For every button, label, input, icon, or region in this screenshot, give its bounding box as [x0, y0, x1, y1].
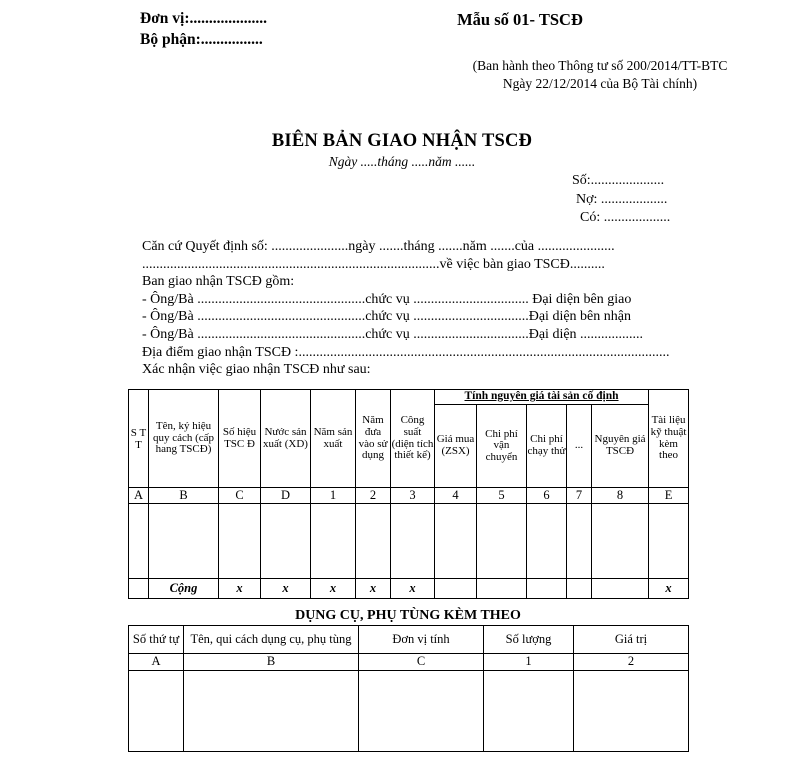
tools-header-cell-name: Tên, qui cách dụng cụ, phụ tùng — [184, 626, 359, 654]
total-cell-8 — [592, 579, 649, 599]
data-cell[interactable] — [311, 504, 356, 579]
tools-code-cell-b: B — [184, 654, 359, 671]
header-cell-tech-docs: Tài liệu kỹ thuật kèm theo — [649, 390, 689, 488]
code-cell-8: 8 — [592, 488, 649, 504]
total-cell-stt — [129, 579, 149, 599]
data-cell[interactable] — [649, 504, 689, 579]
tools-data-cell[interactable] — [484, 671, 574, 752]
code-cell-c: C — [219, 488, 261, 504]
tools-header-cell-value: Giá trị — [574, 626, 689, 654]
total-cell-2: x — [356, 579, 391, 599]
data-cell[interactable] — [129, 504, 149, 579]
page-title: BIÊN BẢN GIAO NHẬN TSCĐ — [271, 131, 533, 151]
tools-code-cell-2: 2 — [574, 654, 689, 671]
issue-note-line-1: (Ban hành theo Thông tư số 200/2014/TT-BTC — [472, 58, 728, 73]
body-line-decision: Căn cứ Quyết định số: ......................ngày .......tháng .......năm .......của ...................... — [142, 239, 615, 254]
header-cell-stt — [129, 390, 149, 488]
table-header-row-group — [129, 390, 689, 405]
data-cell[interactable] — [149, 504, 219, 579]
body-text-block — [142, 238, 687, 379]
header-cell-original-cost-group: Tính nguyên giá tài sản cố định — [435, 390, 649, 405]
total-cell-e: x — [649, 579, 689, 599]
tools-code-cell-a: A — [129, 654, 184, 671]
header-cell-asset-code: Số hiệu TSC Đ — [219, 390, 261, 488]
tools-header-cell-order: Số thứ tự — [129, 626, 184, 654]
table-total-row — [129, 579, 689, 599]
data-cell[interactable] — [567, 504, 592, 579]
total-cell-7 — [567, 579, 592, 599]
reference-no: Nợ: ................... — [576, 191, 668, 207]
header-cell-country: Nước sản xuất (XD) — [261, 390, 311, 488]
code-cell-e: E — [649, 488, 689, 504]
table-row[interactable] — [129, 504, 689, 579]
tools-table-caption: DỤNG CỤ, PHỤ TÙNG KÈM THEO — [295, 608, 521, 623]
reference-co: Có: ................... — [580, 210, 671, 225]
issue-note-line-2: Ngày 22/12/2014 của Bộ Tài chính) — [502, 76, 698, 91]
header-cell-capacity: Công suất (diện tích thiết kế) — [391, 390, 435, 488]
tools-table-row[interactable] — [129, 671, 689, 752]
tools-data-cell[interactable] — [359, 671, 484, 752]
unit-info-block — [140, 8, 267, 50]
total-cell-4 — [435, 579, 477, 599]
data-cell[interactable] — [435, 504, 477, 579]
tools-code-cell-1: 1 — [484, 654, 574, 671]
code-cell-d: D — [261, 488, 311, 504]
code-cell-3: 3 — [391, 488, 435, 504]
code-cell-5: 5 — [477, 488, 527, 504]
header-cell-trial-run-cost: Chi phí chạy thử — [527, 405, 567, 488]
header-cell-purchase-price: Giá mua (ZSX) — [435, 405, 477, 488]
body-line-representative: - Ông/Bà ................................................chức vụ .................................Đại diện .................. — [142, 326, 644, 342]
data-cell[interactable] — [527, 504, 567, 579]
data-cell[interactable] — [356, 504, 391, 579]
tools-data-cell[interactable] — [184, 671, 359, 752]
data-cell[interactable] — [391, 504, 435, 579]
reference-block — [572, 172, 670, 228]
code-cell-1: 1 — [311, 488, 356, 504]
header-cell-year-in-use: Năm đưa vào sử dụng — [356, 390, 391, 488]
body-line-receiver: - Ông/Bà ................................................chức vụ .................................Đại diện bên nhận — [142, 309, 631, 325]
total-cell-3: x — [391, 579, 435, 599]
data-cell[interactable] — [219, 504, 261, 579]
tools-header-cell-quantity: Số lượng — [484, 626, 574, 654]
tools-header-cell-unit: Đơn vị tính — [359, 626, 484, 654]
header-cell-stt-label: S T T — [130, 426, 147, 451]
data-cell[interactable] — [477, 504, 527, 579]
code-cell-7: 7 — [567, 488, 592, 504]
code-cell-6: 6 — [527, 488, 567, 504]
body-line-location: Địa điểm giao nhận TSCĐ :.......................................................................................................... — [142, 344, 670, 360]
unit-line: Đơn vị:.................... — [140, 10, 267, 27]
data-cell[interactable] — [261, 504, 311, 579]
total-cell-1: x — [311, 579, 356, 599]
body-line-deliverer: - Ông/Bà ................................................chức vụ ................................. Đại diện bên giao — [142, 291, 632, 307]
header-cell-other-cost: ... — [567, 405, 592, 488]
tools-column-code-row — [129, 654, 689, 671]
header-cell-year-made: Năm sản xuất — [311, 390, 356, 488]
table-column-code-row — [129, 488, 689, 504]
form-number: Mẫu số 01- TSCĐ — [457, 10, 583, 29]
total-cell-d: x — [261, 579, 311, 599]
code-cell-a: A — [129, 488, 149, 504]
tools-data-cell[interactable] — [574, 671, 689, 752]
total-cell-6 — [527, 579, 567, 599]
document-header — [0, 0, 804, 110]
body-line-confirmation: Xác nhận việc giao nhận TSCĐ như sau: — [142, 362, 371, 378]
code-cell-b: B — [149, 488, 219, 504]
header-cell-name-spec: Tên, ký hiệu quy cách (cấp hang TSCĐ) — [149, 390, 219, 488]
department-line: Bộ phận:................ — [140, 31, 263, 48]
total-cell-c: x — [219, 579, 261, 599]
body-line-committee-intro: Ban giao nhận TSCĐ gồm: — [142, 274, 295, 290]
tools-data-cell[interactable] — [129, 671, 184, 752]
tools-header-row — [129, 626, 689, 654]
fixed-asset-table — [128, 389, 689, 599]
total-row-label: Cộng — [149, 579, 219, 599]
header-cell-transport-cost: Chi phí vận chuyển — [477, 405, 527, 488]
accessories-table — [128, 625, 689, 752]
issue-note — [400, 57, 800, 93]
page-subtitle-date: Ngày .....tháng .....năm ...... — [328, 154, 476, 169]
total-cell-5 — [477, 579, 527, 599]
reference-so: Số:..................... — [572, 173, 665, 188]
header-cell-original-cost: Nguyên giá TSCĐ — [592, 405, 649, 488]
code-cell-4: 4 — [435, 488, 477, 504]
code-cell-2: 2 — [356, 488, 391, 504]
tools-code-cell-c: C — [359, 654, 484, 671]
body-line-handover-purpose: .....................................................................................về việc bàn giao TSCĐ.......... — [142, 256, 605, 272]
data-cell[interactable] — [592, 504, 649, 579]
